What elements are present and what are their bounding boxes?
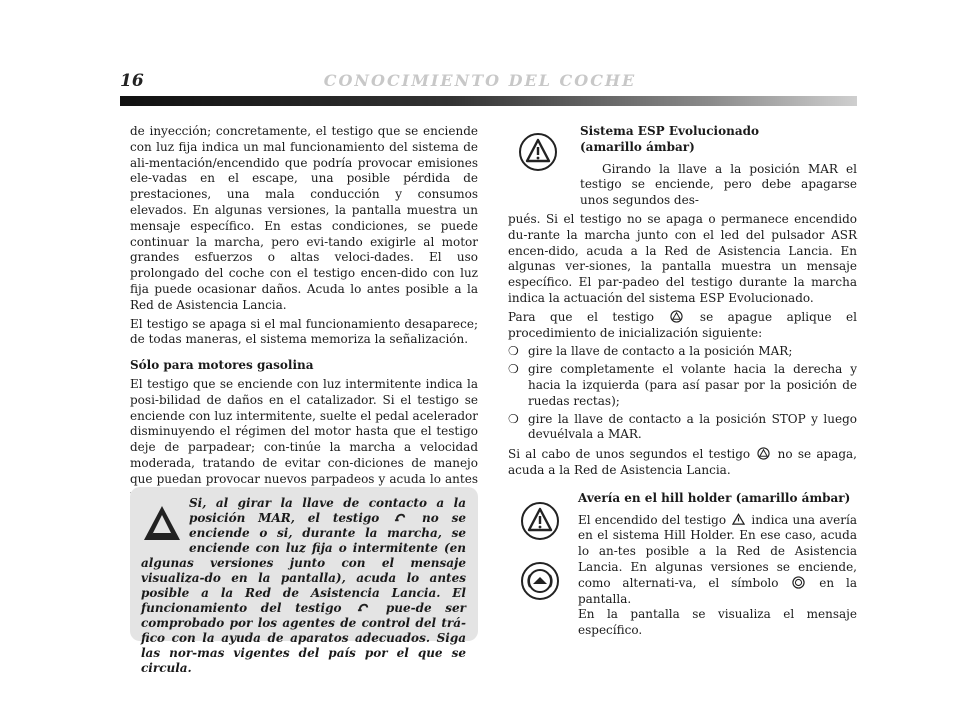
hill-holder-display-icon — [792, 576, 805, 589]
text-span: Si al cabo de unos segundos el testigo — [508, 447, 751, 462]
bullet-icon: ❍ — [508, 411, 519, 426]
hill-holder-warning-icon — [520, 501, 560, 541]
procedure-steps — [508, 344, 857, 443]
text-span: indica una avería en el sistema Hill Holder. En ese caso, acuda lo an-tes posible a la Red de Asistencia Lancia. En algunas versiones se enciende, como alternati-va, el símbolo — [578, 512, 857, 590]
esp-title: Sistema ESP Evolucionado — [580, 124, 759, 138]
warning-triangle-icon — [732, 513, 745, 526]
step-text: gire la llave de contacto a la posición STOP y luego devuélvala a MAR. — [528, 411, 857, 442]
running-title: CONOCIMIENTO DEL COCHE — [323, 71, 637, 90]
engine-warning-icon — [394, 511, 407, 524]
text-span: El encendido del testigo — [578, 512, 727, 527]
hill-holder-body — [578, 513, 857, 608]
subheading: Sólo para motores gasolina — [130, 358, 314, 373]
text-span: en la pantalla. — [578, 575, 857, 606]
paragraph: de inyección; concretamente, el testigo que se enciende con luz fija indica un mal funcionamiento del sistema de ali-mentación/encendido que podría provocar emisiones ele-vadas en el escape, una posible pérdida de prestaciones, una mala conducción y consumos elevados. En algunas versiones, la pantalla muestra un mensaje específico. En estas condiciones, se puede continuar la marcha, pero evi-tando exigirle al motor grandes esfuerzos o altas veloci-dades. El uso prolongado del coche con el testigo encen-dido con luz fija puede ocasionar daños. Acuda lo antes posible a la Red de Asistencia Lancia. — [130, 124, 478, 312]
esp-body-intro: Girando la llave a la posición MAR el testigo se enciende, pero debe apagarse unos segundos des- — [580, 161, 857, 208]
step-text: gire completamente el volante hacia la derecha y hacia la izquierda (para así pasar por la posición de ruedas rectas); — [528, 362, 857, 408]
hill-holder-display-icon — [520, 561, 560, 601]
esp-procedure-intro — [508, 310, 857, 342]
bullet-icon: ❍ — [508, 344, 519, 359]
left-column — [130, 124, 478, 506]
paragraph: El testigo que se enciende con luz intermitente indica la posi-bilidad de daños en el catalizador. Si el testigo se enciende con luz intermitente, suelte el pedal acelerador disminuyendo el régimen del motor hasta que el testigo deje de parpadear; con-tinúe la marcha a velocidad moderada, tratando de evitar con-diciones de manejo que puedan provocar nuevos parpadeos y acuda lo antes — [130, 376, 478, 486]
text-span: se apague aplique el procedimiento de inicialización siguiente: — [508, 309, 857, 340]
warning-text: pue-de ser comprobado por los agentes de control del trá-fico con la ayuda de aparatos adecuados. Siga las nor-mas vigentes del país por el que se circula. — [141, 601, 466, 675]
list-item — [508, 362, 857, 409]
esp-closing — [508, 447, 857, 479]
page-number: 16 — [120, 71, 144, 91]
esp-warning-icon — [518, 132, 558, 172]
text-span: Para que el testigo — [508, 309, 655, 324]
warning-box — [130, 487, 478, 675]
bullet-icon: ❍ — [508, 362, 519, 377]
esp-section-header — [508, 124, 857, 212]
engine-warning-icon — [357, 601, 370, 614]
header-rule — [120, 96, 857, 106]
hill-holder-body: En la pantalla se visualiza el mensaje específico. — [578, 607, 857, 638]
esp-warning-icon — [757, 447, 770, 460]
list-item — [508, 344, 857, 360]
warning-text: no se enciende o si, durante la marcha, se enciende con luz fija o intermitente (en algunas versiones junto con el mensaje visualiza-do en la pantalla), acuda lo antes posible a la Red de Asistencia Lancia. El funcionamiento del testigo — [141, 511, 466, 615]
paragraph: El testigo se apaga si el mal funcionamiento desaparece; de todas maneras, el sistema memoriza la señalización. — [130, 316, 478, 347]
esp-title-color: (amarillo ámbar) — [580, 139, 695, 154]
right-column — [508, 124, 857, 639]
hill-holder-title: Avería en el hill holder (amarillo ámbar) — [578, 490, 851, 505]
list-item — [508, 412, 857, 444]
step-text: gire la llave de contacto a la posición MAR; — [528, 344, 793, 359]
esp-body: pués. Si el testigo no se apaga o permanece encendido du-rante la marcha junto con el led del pulsador ASR encen-dido, acuda a la Red de Asistencia Lancia. En algunas ver-siones, la pantalla muestra un mensaje específico. El par-padeo del testigo durante la marcha indica la actuación del sistema ESP Evolucionado. — [508, 211, 857, 305]
warning-triangle-icon — [141, 502, 183, 546]
hill-holder-section — [508, 491, 857, 639]
text-span: no se apaga, acuda a la Red de Asistencia Lancia. — [508, 447, 857, 477]
warning-text: Si, al girar la llave de contacto a la posición MAR, el testigo — [189, 496, 466, 525]
esp-warning-icon — [670, 310, 683, 323]
